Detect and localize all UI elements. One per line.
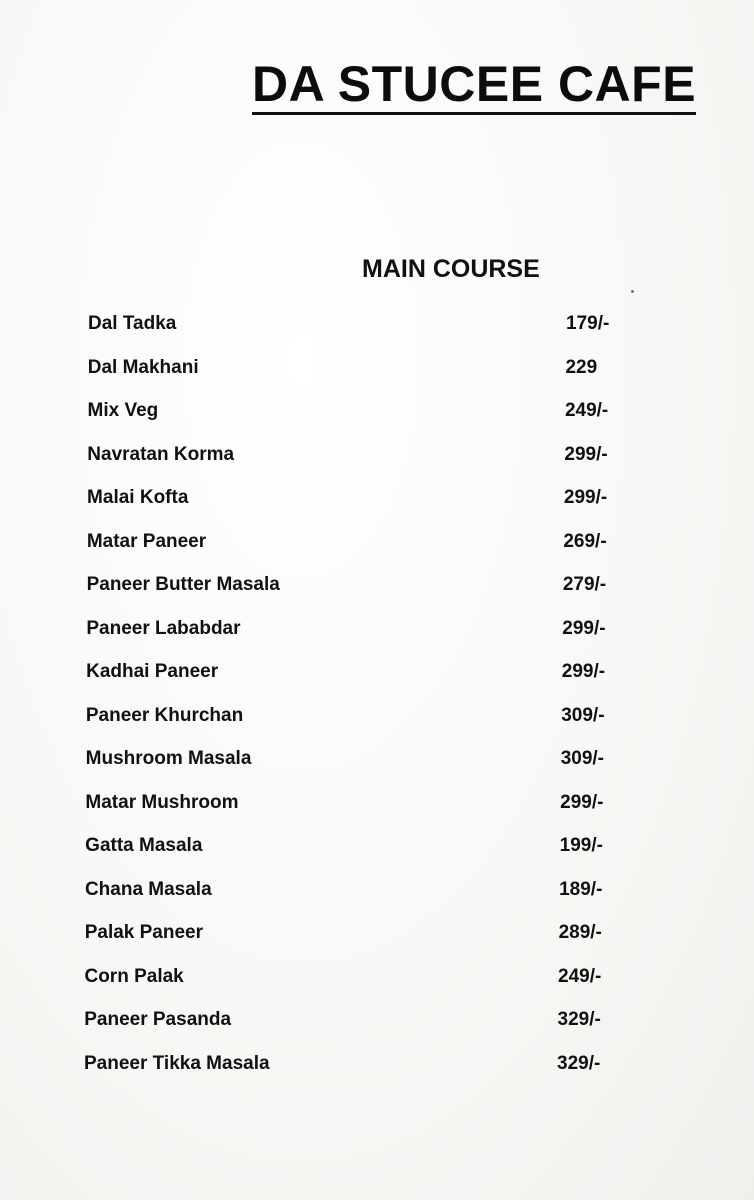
- menu-item-price: 299/-: [561, 661, 606, 682]
- menu-item-name: Corn Palak: [84, 965, 184, 987]
- menu-item: [0, 876, 754, 904]
- menu-item-name: Paneer Tikka Masala: [84, 1052, 270, 1074]
- menu-item: [0, 919, 754, 947]
- menu-item: [0, 745, 754, 773]
- menu-item-price: 309/-: [560, 748, 605, 769]
- menu-item-name: Gatta Masala: [85, 835, 203, 856]
- menu-item-price: 279/-: [562, 574, 607, 595]
- menu-item-price: 329/-: [557, 1052, 601, 1074]
- menu-item-name: Dal Makhani: [87, 356, 199, 378]
- menu-item-name: Navratan Korma: [87, 443, 235, 465]
- menu-item-price: 199/-: [559, 835, 603, 856]
- menu-item-price: 249/-: [558, 965, 602, 987]
- menu-item-price: 329/-: [557, 1009, 601, 1030]
- menu-item: [0, 528, 754, 556]
- menu-item-price: 289/-: [558, 922, 602, 943]
- section-heading: MAIN COURSE: [362, 255, 540, 283]
- menu-item: [0, 1006, 754, 1034]
- menu-item: [0, 441, 754, 469]
- menu-item-name: Dal Tadka: [88, 313, 177, 334]
- menu-item: [0, 484, 754, 512]
- cafe-title: DA STUCEE CAFE: [252, 56, 696, 115]
- menu-item-name: Paneer Pasanda: [84, 1009, 232, 1030]
- menu-item-price: 269/-: [563, 530, 607, 552]
- menu-item-price: 179/-: [566, 313, 610, 334]
- menu-item-name: Matar Mushroom: [85, 791, 239, 813]
- menu-item: [0, 789, 754, 817]
- menu-item-price: 299/-: [563, 487, 608, 508]
- menu-item-name: Kadhai Paneer: [86, 661, 219, 682]
- menu-item: [0, 615, 754, 643]
- menu-item: [0, 1050, 754, 1078]
- menu-item-price: 299/-: [560, 791, 604, 813]
- menu-item: [0, 397, 754, 425]
- menu-item-price: 309/-: [561, 704, 605, 726]
- menu-item: [0, 354, 754, 382]
- menu-item-price: 249/-: [564, 400, 609, 421]
- menu-item-price: 299/-: [564, 443, 608, 465]
- menu-item-name: Mushroom Masala: [85, 748, 252, 769]
- menu-item: [0, 658, 754, 686]
- menu-item: [0, 310, 754, 338]
- menu-item-price: 229: [565, 356, 598, 378]
- menu-item: [0, 702, 754, 730]
- menu-item-name: Palak Paneer: [84, 922, 204, 943]
- menu-item: [0, 963, 754, 991]
- menu-item-name: Paneer Butter Masala: [86, 574, 280, 595]
- menu-item-price: 189/-: [559, 878, 603, 900]
- menu-item-price: 299/-: [562, 617, 606, 639]
- menu-item-name: Paneer Lababdar: [86, 617, 241, 639]
- menu-item-name: Matar Paneer: [86, 530, 207, 552]
- menu-item-name: Paneer Khurchan: [85, 704, 244, 726]
- menu-item-name: Malai Kofta: [87, 487, 189, 508]
- menu-item-name: Chana Masala: [84, 878, 212, 900]
- menu-item: [0, 571, 754, 599]
- menu-item-name: Mix Veg: [87, 400, 159, 421]
- menu-item: [0, 832, 754, 860]
